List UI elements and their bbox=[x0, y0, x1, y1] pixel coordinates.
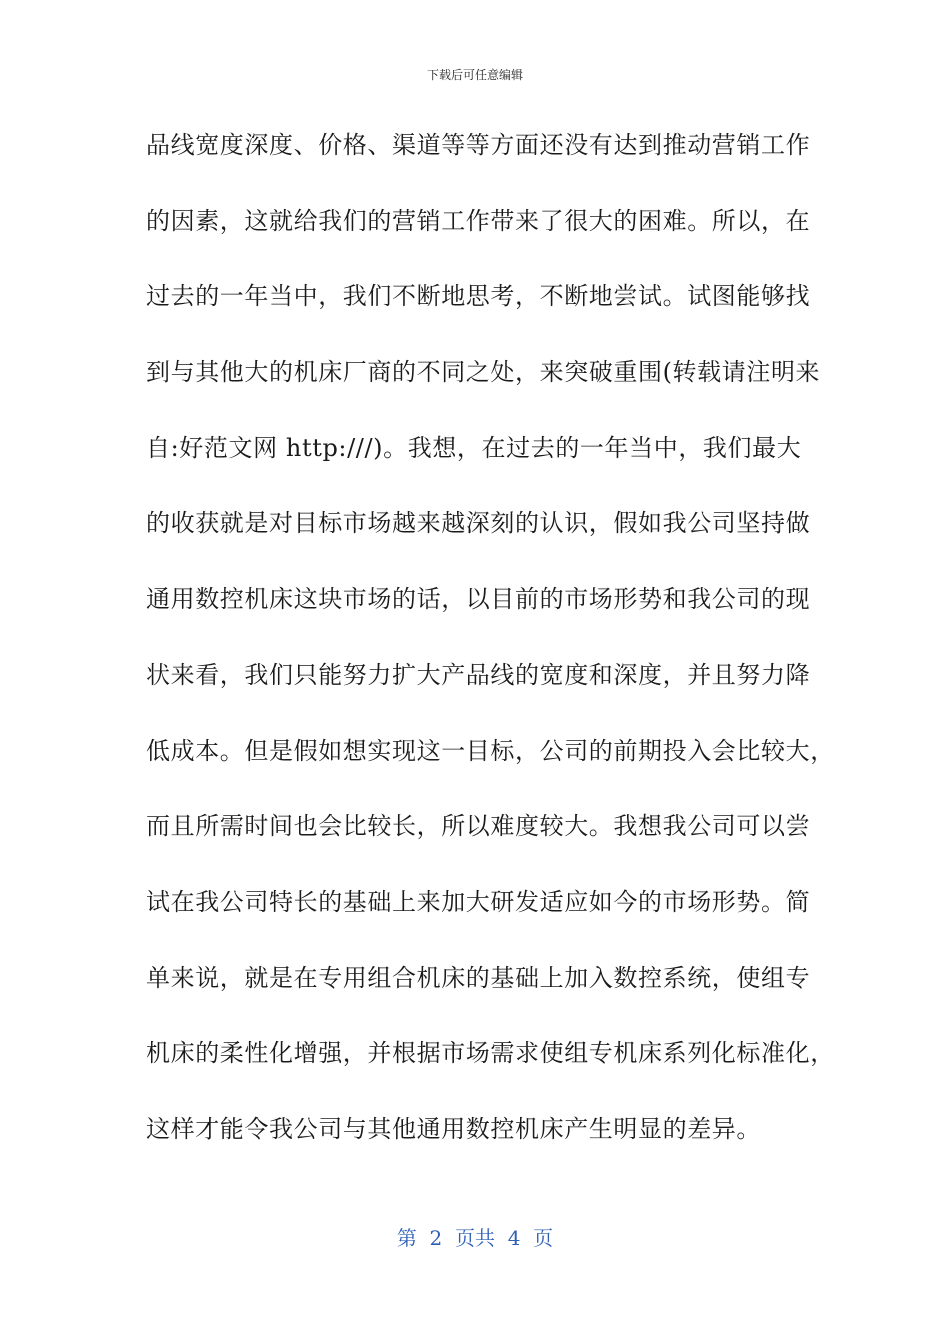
text-line: 单来说，就是在专用组合机床的基础上加入数控系统，使组专 bbox=[146, 963, 811, 992]
text-line: 通用数控机床这块市场的话，以目前的市场形势和我公司的现 bbox=[146, 585, 811, 614]
text-line: 这样才能令我公司与其他通用数控机床产生明显的差异。 bbox=[146, 1114, 761, 1143]
text-line: 自:好范文网 http:///)。我想，在过去的一年当中，我们最大 bbox=[146, 433, 802, 462]
text-line: 的收获就是对目标市场越来越深刻的认识，假如我公司坚持做 bbox=[146, 509, 811, 538]
text-line: 到与其他大的机床厂商的不同之处，来突破重围(转载请注明来 bbox=[146, 358, 821, 387]
body-text bbox=[146, 120, 835, 1180]
text-line: 的因素，这就给我们的营销工作带来了很大的困难。所以，在 bbox=[146, 206, 811, 235]
text-line: 过去的一年当中，我们不断地思考，不断地尝试。试图能够找 bbox=[146, 282, 811, 311]
text-line: 低成本。但是假如想实现这一目标，公司的前期投入会比较大， bbox=[146, 736, 835, 765]
text-line: 品线宽度深度、价格、渠道等等方面还没有达到推动营销工作 bbox=[146, 131, 811, 159]
text-line: 机床的柔性化增强，并根据市场需求使组专机床系列化标准化， bbox=[146, 1039, 835, 1068]
page-number-footer: 第 2 页共 4 页 bbox=[396, 1226, 554, 1250]
text-line: 而且所需时间也会比较长，所以难度较大。我想我公司可以尝 bbox=[146, 812, 811, 841]
text-line: 状来看，我们只能努力扩大产品线的宽度和深度，并且努力降 bbox=[146, 660, 811, 689]
text-line: 试在我公司特长的基础上来加大研发适应如今的市场形势。简 bbox=[146, 887, 811, 916]
page-header: 下载后可任意编辑 bbox=[426, 68, 523, 82]
